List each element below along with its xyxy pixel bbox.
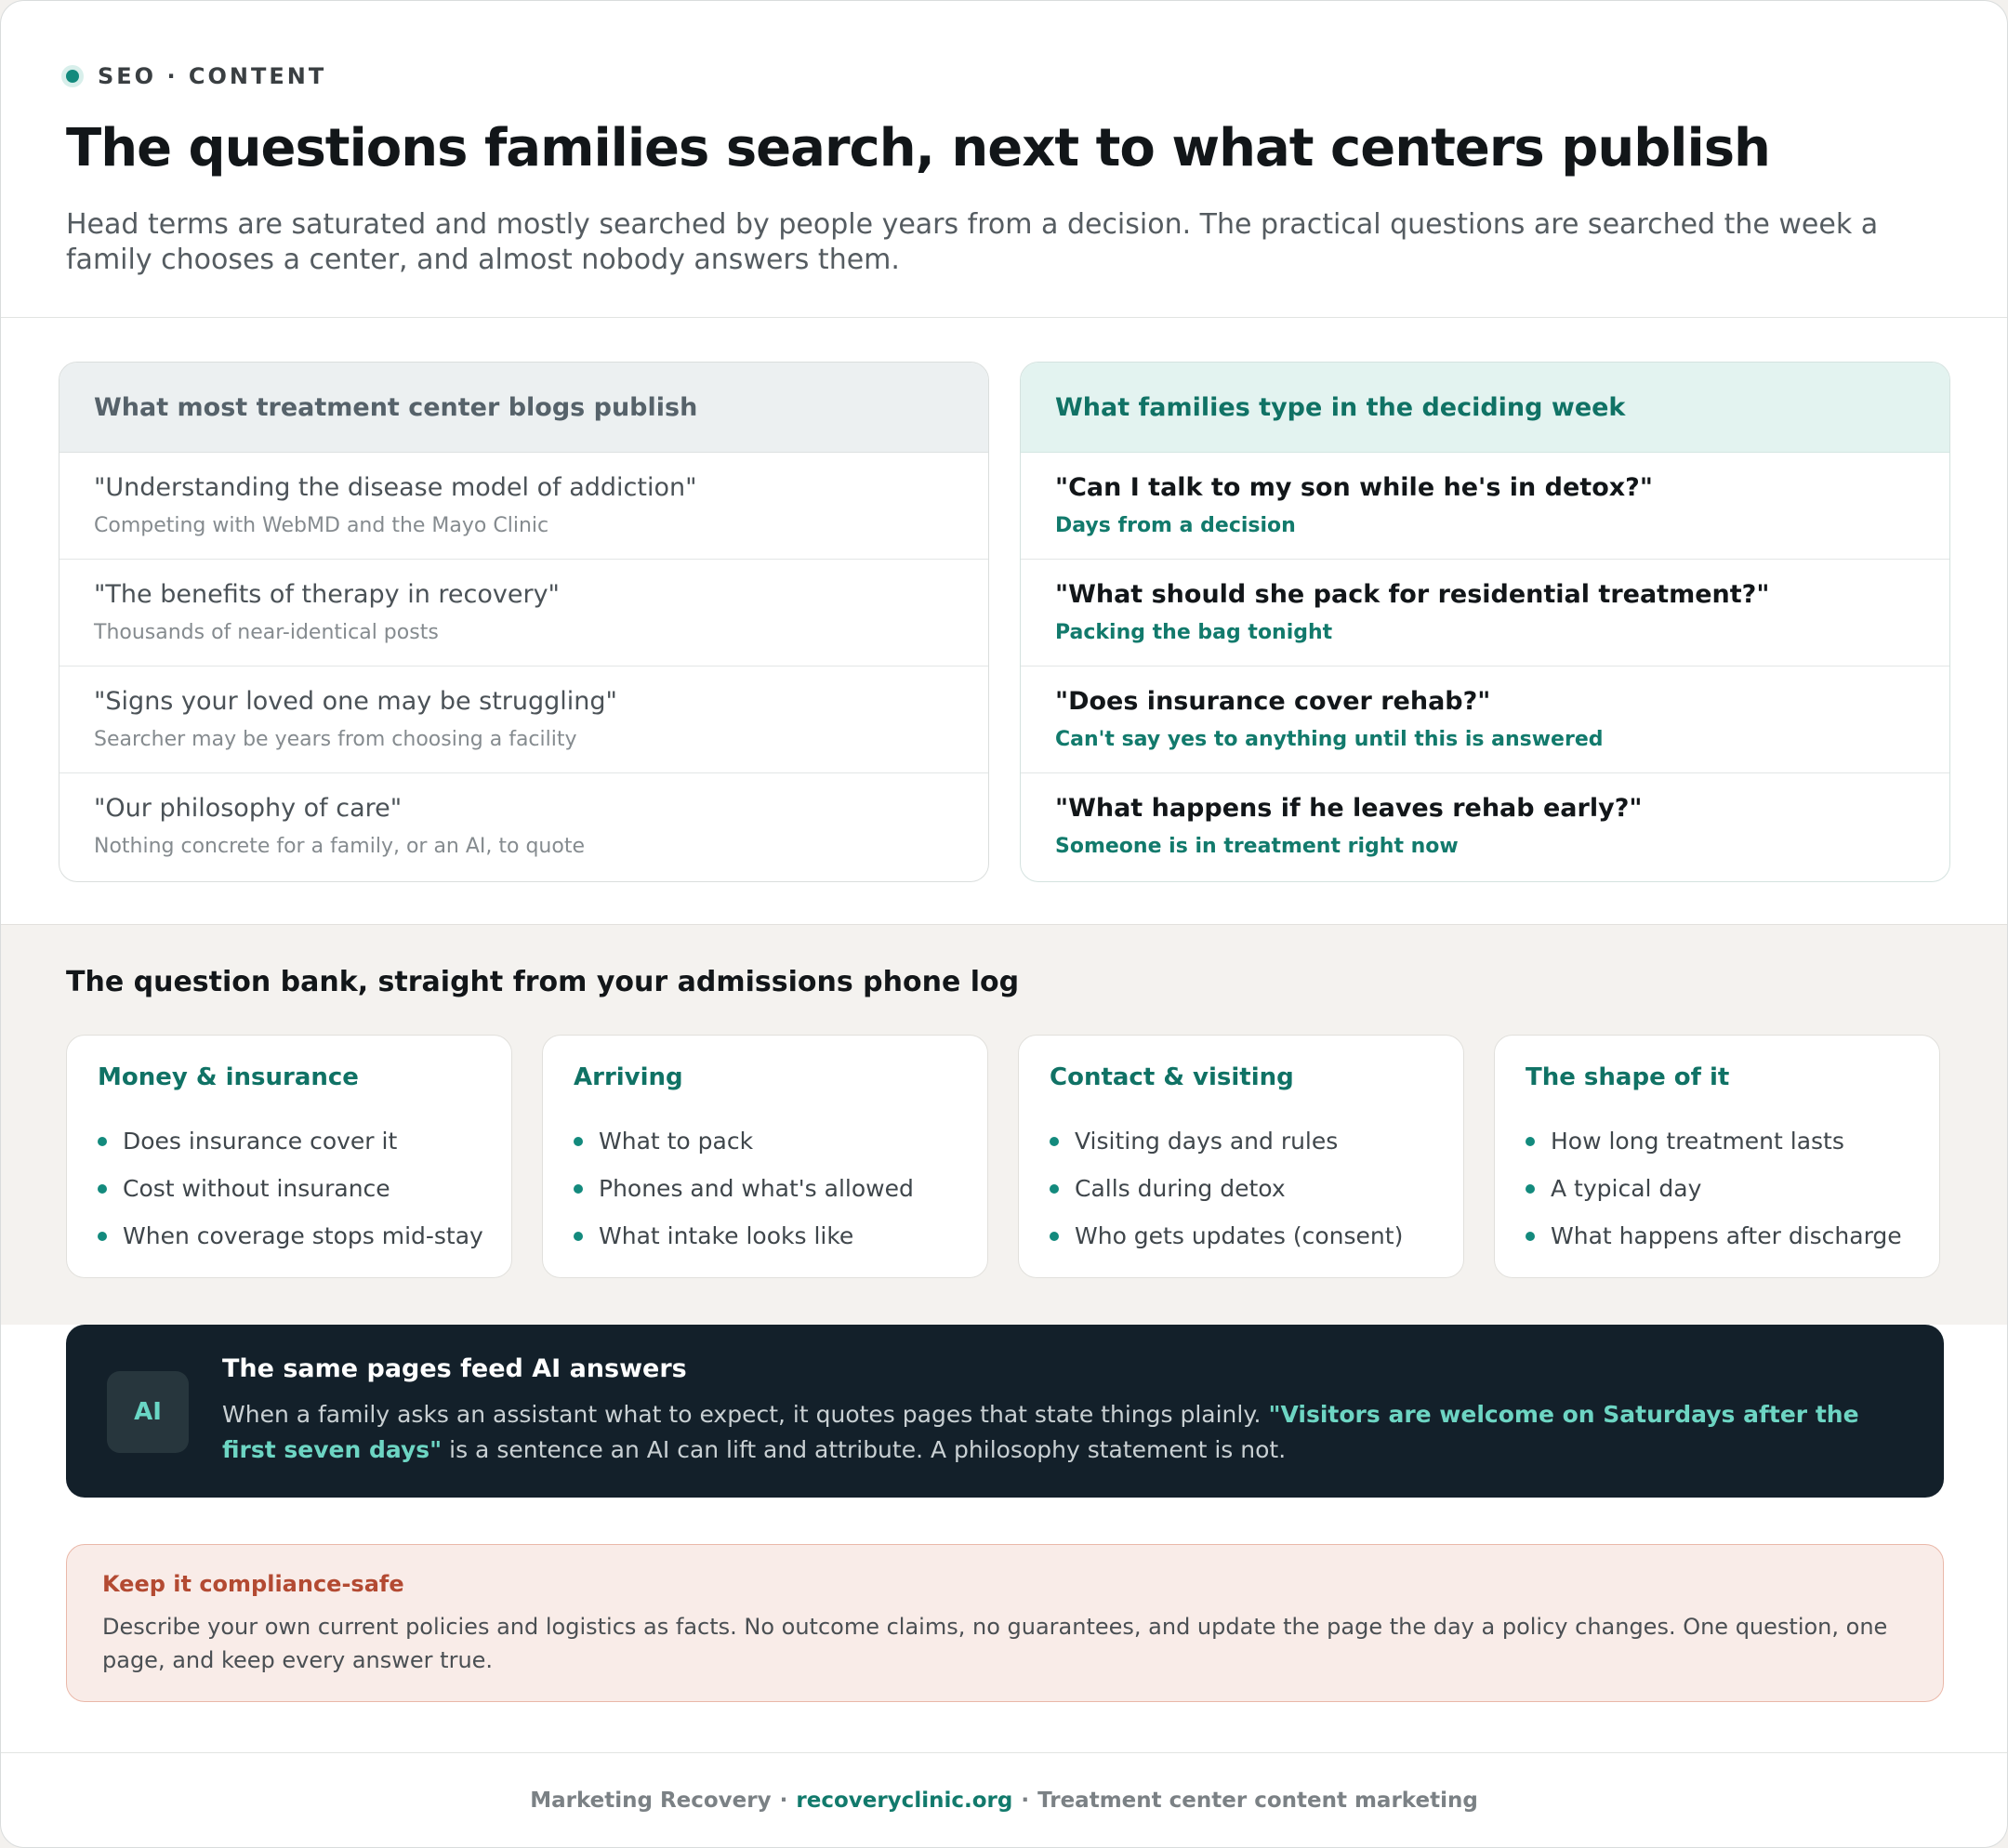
bullet-icon	[98, 1137, 107, 1146]
bank-card-arriving	[542, 1035, 988, 1278]
family-questions-heading: What families type in the deciding week	[1021, 363, 1949, 453]
footer-separator: ·	[779, 1789, 788, 1813]
list-item	[574, 1212, 914, 1260]
bullet-icon	[1050, 1184, 1059, 1194]
family-questions-panel	[1020, 362, 1950, 882]
list-item-question: "Can I talk to my son while he's in detox?"	[1055, 473, 1653, 502]
status-dot-icon	[66, 70, 79, 83]
ai-answers-callout	[66, 1325, 1944, 1498]
bullet-icon	[574, 1184, 583, 1194]
footer-tagline: Treatment center content marketing	[1037, 1789, 1478, 1813]
list-item-label: Who gets updates (consent)	[1075, 1222, 1404, 1249]
list-item	[98, 1117, 483, 1165]
bullet-icon	[574, 1137, 583, 1146]
bank-card-title: Money & insurance	[98, 1063, 359, 1091]
list-item-label: How long treatment lasts	[1551, 1128, 1844, 1155]
list-item-label: What to pack	[599, 1128, 754, 1155]
compliance-body: Describe your own current policies and logistics as facts. No outcome claims, no guarantees, and update the page the day a policy changes. One question, one page, and keep every answer true.	[102, 1614, 1888, 1673]
bank-card-title: Contact & visiting	[1050, 1063, 1294, 1091]
list-item-note: Competing with WebMD and the Mayo Clinic	[94, 514, 549, 537]
list-item-question: "What happens if he leaves rehab early?"	[1055, 794, 1643, 823]
ai-callout-title: The same pages feed AI answers	[222, 1354, 687, 1383]
list-item-label: Cost without insurance	[123, 1175, 390, 1202]
list-item-note: Packing the bag tonight	[1055, 621, 1333, 644]
bullet-icon	[574, 1232, 583, 1241]
list-item	[1050, 1117, 1403, 1165]
ai-callout-text: When a family asks an assistant what to expect, it quotes pages that state things plainly.	[222, 1401, 1269, 1428]
bullet-icon	[1050, 1137, 1059, 1146]
list-item	[1021, 773, 1949, 880]
eyebrow	[62, 62, 326, 90]
list-item-label: What happens after discharge	[1551, 1222, 1902, 1249]
list-item-question: "Understanding the disease model of addiction"	[94, 473, 697, 502]
list-item	[59, 560, 988, 667]
list-item	[574, 1117, 914, 1165]
list-item-label: A typical day	[1551, 1175, 1702, 1202]
bank-card-title: Arriving	[574, 1063, 683, 1091]
footer	[1, 1752, 2007, 1848]
list-item-note: Thousands of near-identical posts	[94, 621, 439, 644]
list-item-question: "What should she pack for residential treatment?"	[1055, 580, 1770, 609]
list-item-note: Someone is in treatment right now	[1055, 835, 1459, 858]
list-item-note: Can't say yes to anything until this is answered	[1055, 728, 1604, 751]
list-item	[1050, 1165, 1403, 1212]
bullet-icon	[1526, 1232, 1535, 1241]
list-item	[1050, 1212, 1403, 1260]
bullet-icon	[1526, 1137, 1535, 1146]
list-item-label: Phones and what's allowed	[599, 1175, 914, 1202]
list-item-label: What intake looks like	[599, 1222, 854, 1249]
list-item	[59, 667, 988, 773]
list-item-question: "Our philosophy of care"	[94, 794, 403, 823]
list-item	[59, 773, 988, 880]
list-item-question: "Does insurance cover rehab?"	[1055, 687, 1491, 716]
bullet-icon	[98, 1232, 107, 1241]
bank-card-shape-of-it	[1494, 1035, 1940, 1278]
list-item-question: "Signs your loved one may be struggling"	[94, 687, 617, 716]
list-item-label: Visiting days and rules	[1075, 1128, 1339, 1155]
eyebrow-label: SEO · CONTENT	[98, 63, 327, 89]
list-item	[59, 453, 988, 560]
bullet-icon	[1526, 1184, 1535, 1194]
list-item	[574, 1165, 914, 1212]
bank-card-money-insurance	[66, 1035, 512, 1278]
ai-callout-text-end: is a sentence an AI can lift and attribute. A philosophy statement is not.	[442, 1436, 1287, 1463]
question-bank-section	[1, 924, 2007, 1325]
list-item	[1021, 453, 1949, 560]
list-item	[1526, 1117, 1902, 1165]
ai-badge-icon: AI	[107, 1371, 189, 1453]
list-item	[1526, 1165, 1902, 1212]
header	[1, 1, 2007, 318]
list-item	[98, 1165, 483, 1212]
list-item-question: "The benefits of therapy in recovery"	[94, 580, 560, 609]
page-subtitle: Head terms are saturated and mostly searched by people years from a decision. The practical questions are searched the week a family chooses a center, and almost nobody answers them.	[66, 208, 1879, 276]
blog-topics-panel	[59, 362, 989, 882]
list-item	[1526, 1212, 1902, 1260]
list-item-label: When coverage stops mid-stay	[123, 1222, 483, 1249]
footer-site-link[interactable]: recoveryclinic.org	[796, 1789, 1013, 1813]
ai-callout-body	[222, 1397, 1914, 1468]
list-item-note: Days from a decision	[1055, 514, 1296, 537]
page-title: The questions families search, next to what centers publish	[66, 118, 1770, 178]
compliance-callout	[66, 1544, 1944, 1702]
list-item	[1021, 667, 1949, 773]
ai-callout-quote: "Visitors are welcome on Saturdays after the first seven days"	[222, 1401, 1859, 1463]
list-item-label: Calls during detox	[1075, 1175, 1286, 1202]
list-item	[1021, 560, 1949, 667]
compliance-title: Keep it compliance-safe	[102, 1571, 404, 1597]
list-item	[98, 1212, 483, 1260]
list-item-label: Does insurance cover it	[123, 1128, 398, 1155]
bank-card-title: The shape of it	[1526, 1063, 1730, 1091]
list-item-note: Searcher may be years from choosing a facility	[94, 728, 577, 751]
bank-card-contact-visiting	[1018, 1035, 1464, 1278]
footer-separator: ·	[1021, 1789, 1030, 1813]
bullet-icon	[1050, 1232, 1059, 1241]
footer-brand: Marketing Recovery	[530, 1789, 772, 1813]
blog-topics-heading: What most treatment center blogs publish	[59, 363, 988, 453]
bullet-icon	[98, 1184, 107, 1194]
list-item-note: Nothing concrete for a family, or an AI, to quote	[94, 835, 585, 858]
question-bank-title: The question bank, straight from your admissions phone log	[66, 966, 1020, 998]
